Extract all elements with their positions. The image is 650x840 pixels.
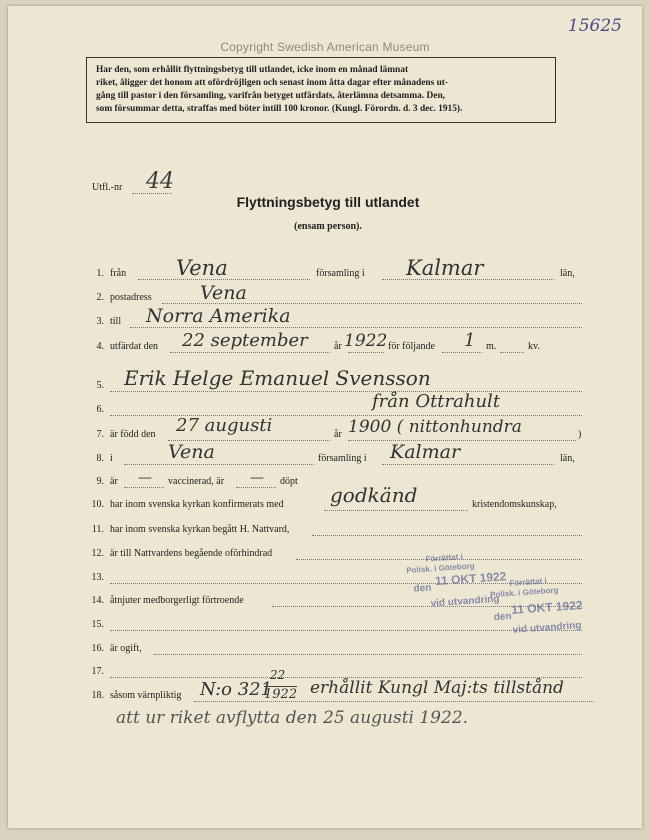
notice-box [86,57,556,123]
dotted-line [442,352,482,353]
document-page [8,6,642,828]
dotted-line [500,352,524,353]
row-number: 1. [96,268,104,279]
row-number: 4. [96,341,104,352]
notice-line: som försummar detta, straffas med böter intill 100 kronor. (Kungl. Förordn. d. 3 dec. 1915). [96,104,463,114]
row-number: 3. [96,316,104,327]
utfl-label: Utfl.-nr [92,182,123,193]
label-lan: län, [560,268,575,279]
dotted-line [236,487,276,488]
value-fodd-den: 27 augusti [176,415,273,436]
label-i: i [110,453,113,464]
value-utfardat-den: 22 september [182,330,308,351]
notice-line: riket, åligger det honom att ofördröjligen och senast inom åtta dagar efter månadens ut- [96,78,449,88]
stamp-text: den [493,610,512,624]
row-number: 5. [96,380,104,391]
value-fodd-ar: 1900 ( nittonhundra [348,417,522,437]
label-forsamling-i: församling i [316,268,365,279]
dotted-line [194,701,594,702]
emigration-stamp [397,535,594,648]
dotted-line [130,327,582,328]
value-dopt: — [250,470,264,486]
dotted-line [154,654,582,655]
stamp-text: Förrättat i [425,552,464,564]
row-number: 8. [96,453,104,464]
dotted-line [382,464,554,465]
value-from-place: från Ottrahult [372,391,501,412]
value-varnplikt-numerator: 22 [270,668,286,682]
row-number: 14. [91,595,104,606]
reference-number: 15625 [567,16,622,36]
label-kristendomskunskap: kristendomskunskap, [472,499,557,510]
dotted-line [348,352,384,353]
row-number: 11. [91,524,104,535]
stamp-text: Polisk. i Göteborg [405,561,475,576]
notice-line: Har den, som erhållit flyttningsbetyg till utlandet, icke inom en månad lämnat [96,65,409,75]
label-varnpliktig: såsom värnpliktig [110,690,182,701]
value-fran: Vena [176,256,228,280]
value-birth-county: Kalmar [390,441,461,463]
value-vaccinerad: — [138,470,152,486]
dotted-line [312,535,582,536]
handwritten-continuation: att ur riket avflytta den 25 augusti 1922. [116,708,469,728]
row-number: 17. [91,666,104,677]
stamp-text: Polisk. i Göteborg [489,585,559,600]
dotted-line [124,464,314,465]
stamp-text: vid utvandring [430,593,500,610]
notice-line: gång till pastor i den församling, varifrån betyget utfärdats, återlämna detsamma. Den, [96,91,446,101]
dotted-line [170,352,330,353]
label-ar: år [334,429,342,440]
label-lan: län, [560,453,575,464]
label-fran: från [110,268,127,279]
label-nattvard: har inom svenska kyrkan begått H. Nattvard, [110,524,290,535]
document-subtitle: (ensam person). [294,221,362,232]
stamp-text: Förrättat i [509,576,548,588]
label-m: m. [486,341,497,352]
stamp-text: den [413,582,432,595]
row-number: 2. [96,292,104,303]
label-till: till [110,316,122,327]
value-name: Erik Helge Emanuel Svensson [124,366,431,390]
row-number: 9. [96,476,104,487]
label-forsamling-i: församling i [318,453,367,464]
label-kv: kv. [528,341,540,352]
stamp-text: 11 OKT 1922 [434,569,507,589]
label-ar-fodd-den: är född den [110,429,156,440]
value-konfirmerats: godkänd [330,483,418,507]
label-vaccinerad: vaccinerad, är [168,476,225,487]
row-number: 18. [91,690,104,701]
label-postadress: postadress [110,292,152,303]
label-dopt: döpt [280,476,298,487]
value-lan: Kalmar [406,256,484,280]
value-ar: 1922 [344,331,388,351]
value-varnplikt-year: 1922 [264,687,298,702]
dotted-line [124,487,164,488]
copyright-watermark: Copyright Swedish American Museum [220,40,430,54]
value-varnplikt-text: erhållit Kungl Maj:ts tillstånd [310,678,564,698]
label-oforhindrad: är till Nattvardens begående oförhindrad [110,548,273,559]
row-number: 16. [91,643,104,654]
document-title: Flyttningsbetyg till utlandet [236,194,420,210]
value-birth-parish: Vena [168,441,215,463]
value-manader: 1 [464,330,476,351]
label-medborgerligt: åtnjuter medborgerligt förtroende [110,595,244,606]
row-number: 10. [91,499,104,510]
utfl-number: 44 [146,169,174,194]
row-number: 7. [96,429,104,440]
label-utfardat-den: utfärdat den [110,341,159,352]
row-number: 12. [91,548,104,559]
value-varnplikt-number: N:o 321 [200,679,273,700]
row-number: 13. [91,572,104,583]
label-for-foljande: för följande [388,341,435,352]
label-ar: år [334,341,342,352]
row-number: 15. [91,619,104,630]
label-close-paren: ) [578,429,582,440]
row-number: 6. [96,404,104,415]
dotted-line [324,510,468,511]
label-konfirmerats: har inom svenska kyrkan konfirmerats med [110,499,284,510]
stamp-text: vid utvandring [512,620,582,636]
dotted-line [348,440,576,441]
stamp-text: 11 OKT 1922 [510,597,583,617]
dotted-line [110,391,582,392]
label-ogift: är ogift, [110,643,142,654]
value-postadress: Vena [200,282,247,304]
value-till: Norra Amerika [146,305,291,327]
label-ar: är [110,476,118,487]
